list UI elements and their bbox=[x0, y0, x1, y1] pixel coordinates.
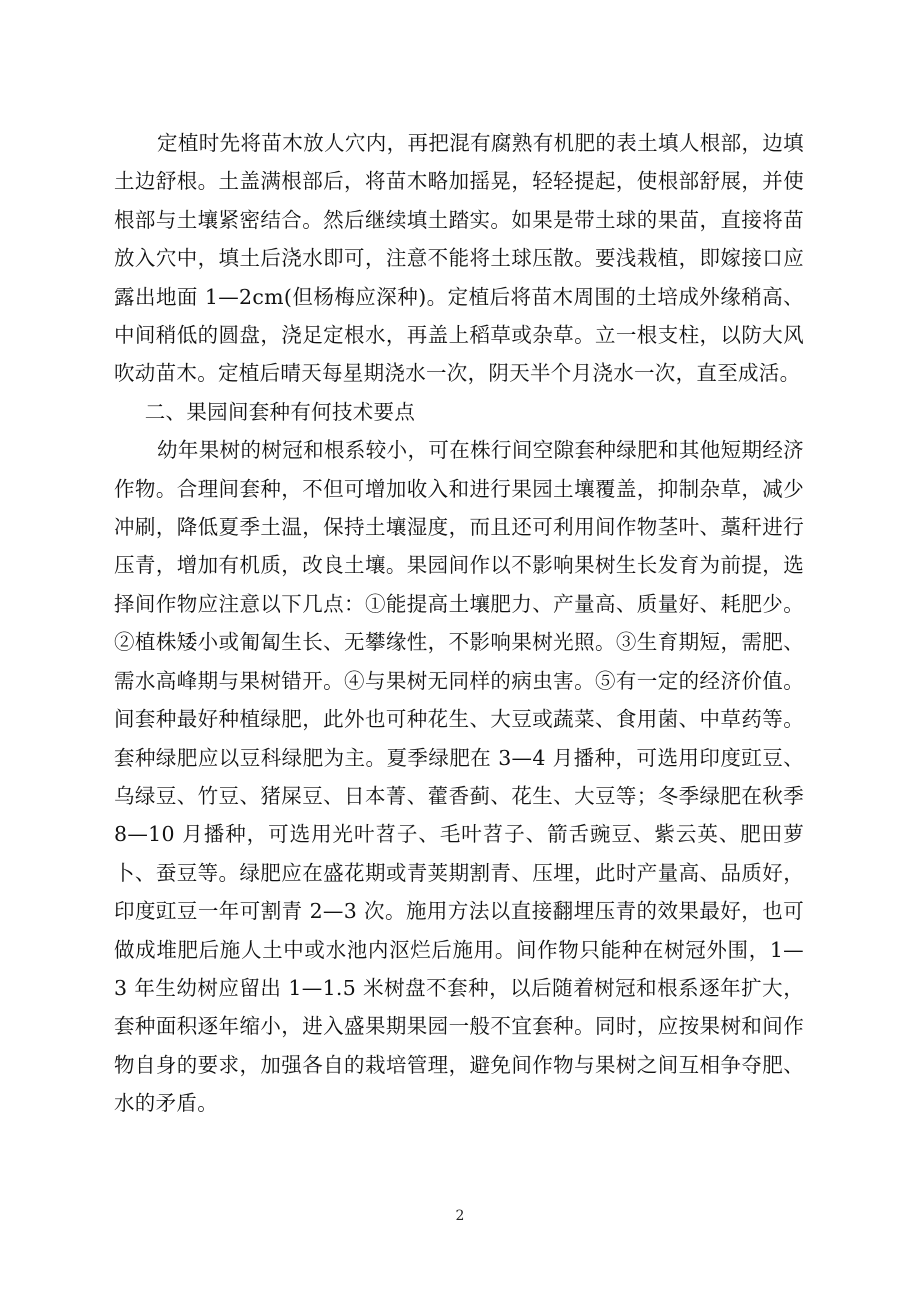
section-heading-intercropping: 二、果园间套种有何技术要点 bbox=[144, 399, 416, 424]
document-body bbox=[114, 124, 804, 1123]
paragraph-intercropping-details: 幼年果树的树冠和根系较小，可在株行间空隙套种绿肥和其他短期经济作物。合理间套种，不但可增加收入和进行果园土壤覆盖，抑制杂草，减少冲刷，降低夏季土温，保持土壤湿度，而且还可利用间作物茎叶、藁秆进行压青，增加有机质，改良土壤。果园间作以不影响果树生长发育为前提，选择间作物应注意以下几点：①能提高土壤肥力、产量高、质量好、耗肥少。②植株矮小或匍匐生长、无攀缘性，不影响果树光照。③生育期短，需肥、需水高峰期与果树错开。④与果树无同样的病虫害。⑤有一定的经济价值。间套种最好种植绿肥，此外也可种花生、大豆或蔬菜、食用菌、中草药等。套种绿肥应以豆科绿肥为主。夏季绿肥在 3—4 月播种，可选用印度豇豆、乌绿豆、竹豆、猪屎豆、日本菁、藿香蓟、花生、大豆等；冬季绿肥在秋季 8—10 月播种，可选用光叶苕子、毛叶苕子、箭舌豌豆、紫云英、肥田萝卜、蚕豆等。绿肥应在盛花期或青荚期割青、压埋，此时产量高、品质好，印度豇豆一年可割青 2—3 次。施用方法以直接翻埋压青的效果最好，也可做成堆肥后施人土中或水池内沤烂后施用。间作物只能种在树冠外围，1—3 年生幼树应留出 1—1.5 米树盘不套种，以后随着树冠和根系逐年扩大，套种面积逐年缩小，进入盛果期果园一般不宜套种。同时，应按果树和间作物自身的要求，加强各自的栽培管理，避免间作物与果树之间互相争夺肥、水的矛盾。 bbox=[114, 438, 804, 1116]
paragraph-planting-method: 定植时先将苗木放人穴内，再把混有腐熟有机肥的表土填人根部，边填土边舒根。土盖满根部后，将苗木略加摇晃，轻轻提起，使根部舒展，并使根部与土壤紧密结合。然后继续填土踏实。如果是带土球的果苗，直接将苗放入穴中，填土后浇水即可，注意不能将土球压散。要浅栽植，即嫁接口应露出地面 1—2cm(但杨梅应深种)。定植后将苗木周围的土培成外缘稍高、中间稍低的圆盘，浇足定根水，再盖上稻草或杂草。立一根支柱，以防大风吹动苗木。定植后晴天每星期浇水一次，阴天半个月浇水一次，直至成活。 bbox=[114, 131, 804, 386]
page-number: 2 bbox=[455, 1208, 465, 1224]
